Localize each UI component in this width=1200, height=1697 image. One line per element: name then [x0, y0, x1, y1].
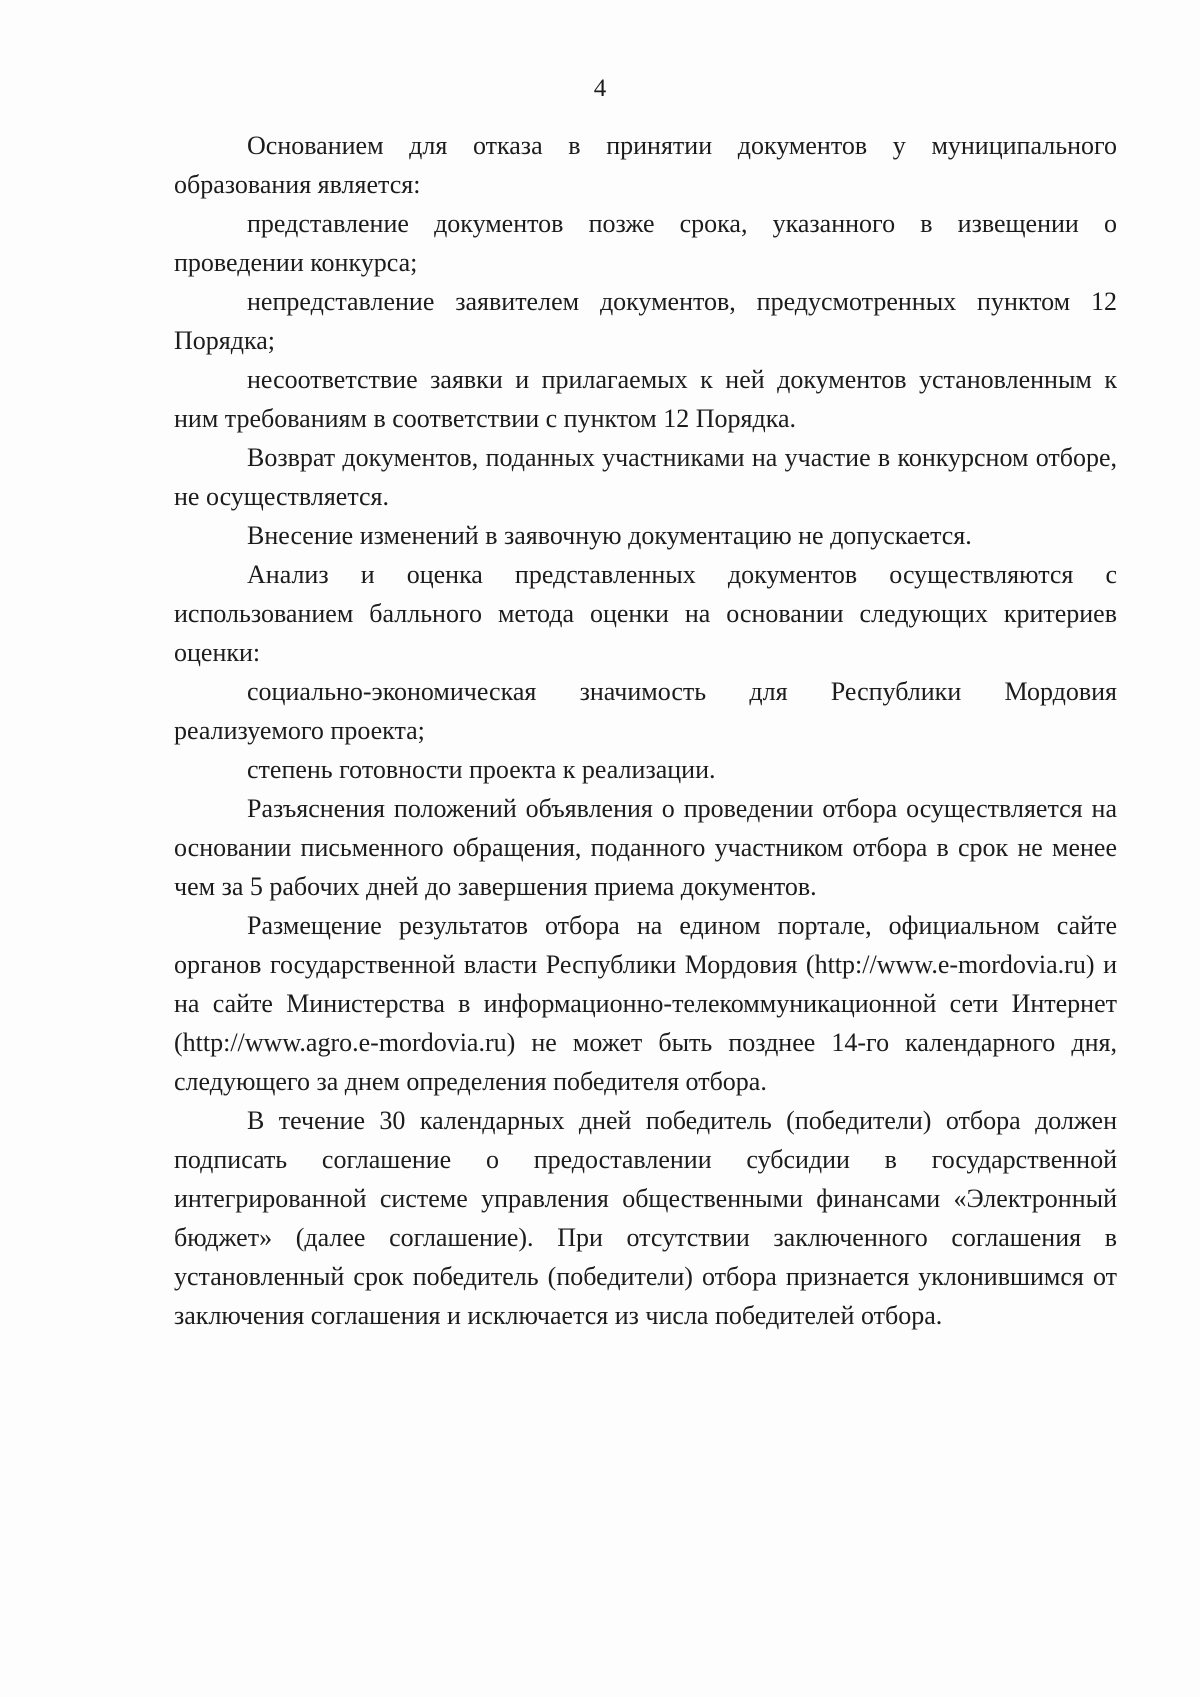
paragraph-criterion-readiness: степень готовности проекта к реализации. [247, 755, 716, 784]
document-body [174, 126, 1117, 1335]
paragraph-refusal-grounds: Основанием для отказа в принятии документов у муниципального образования является: [174, 131, 1117, 199]
paragraph-no-return: Возврат документов, поданных участниками на участие в конкурсном отборе, не осуществляется. [174, 443, 1117, 511]
page-number: 4 [593, 75, 607, 102]
paragraph-nonconformity: несоответствие заявки и прилагаемых к ней документов установленным к ним требованиям в соответствии с пунктом 12 Порядка. [174, 365, 1117, 433]
paragraph-criterion-significance: социально-экономическая значимость для Республики Мордовия реализуемого проекта; [174, 677, 1117, 745]
paragraph-no-changes: Внесение изменений в заявочную документацию не допускается. [247, 521, 972, 550]
paragraph-agreement-signing: В течение 30 календарных дней победитель (победители) отбора должен подписать соглашение о предоставлении субсидии в государственной интегрированной системе управления общественными финансами «Электронный бюджет» (далее соглашение). При отсутствии заключенного соглашения в установленный срок победитель (победители) отбора признается уклонившимся от заключения соглашения и исключается из числа победителей отбора. [174, 1106, 1117, 1330]
paragraph-missing-documents: непредставление заявителем документов, предусмотренных пунктом 12 Порядка; [174, 287, 1117, 355]
paragraph-clarifications: Разъяснения положений объявления о проведении отбора осуществляется на основании письменного обращения, поданного участником отбора в срок не менее чем за 5 рабочих дней до завершения приема документов. [174, 794, 1117, 901]
paragraph-evaluation-method: Анализ и оценка представленных документов осуществляются с использованием балльного метода оценки на основании следующих критериев оценки: [174, 560, 1117, 667]
paragraph-results-publication: Размещение результатов отбора на едином портале, официальном сайте органов государственной власти Республики Мордовия (http://www.e-mordovia.ru) и на сайте Министерства в информационно-телекоммуникационной сети Интернет (http://www.agro.e-mordovia.ru) не может быть позднее 14-го календарного дня, следующего за днем определения победителя отбора. [174, 911, 1117, 1096]
paragraph-late-submission: представление документов позже срока, указанного в извещении о проведении конкурса; [174, 209, 1117, 277]
